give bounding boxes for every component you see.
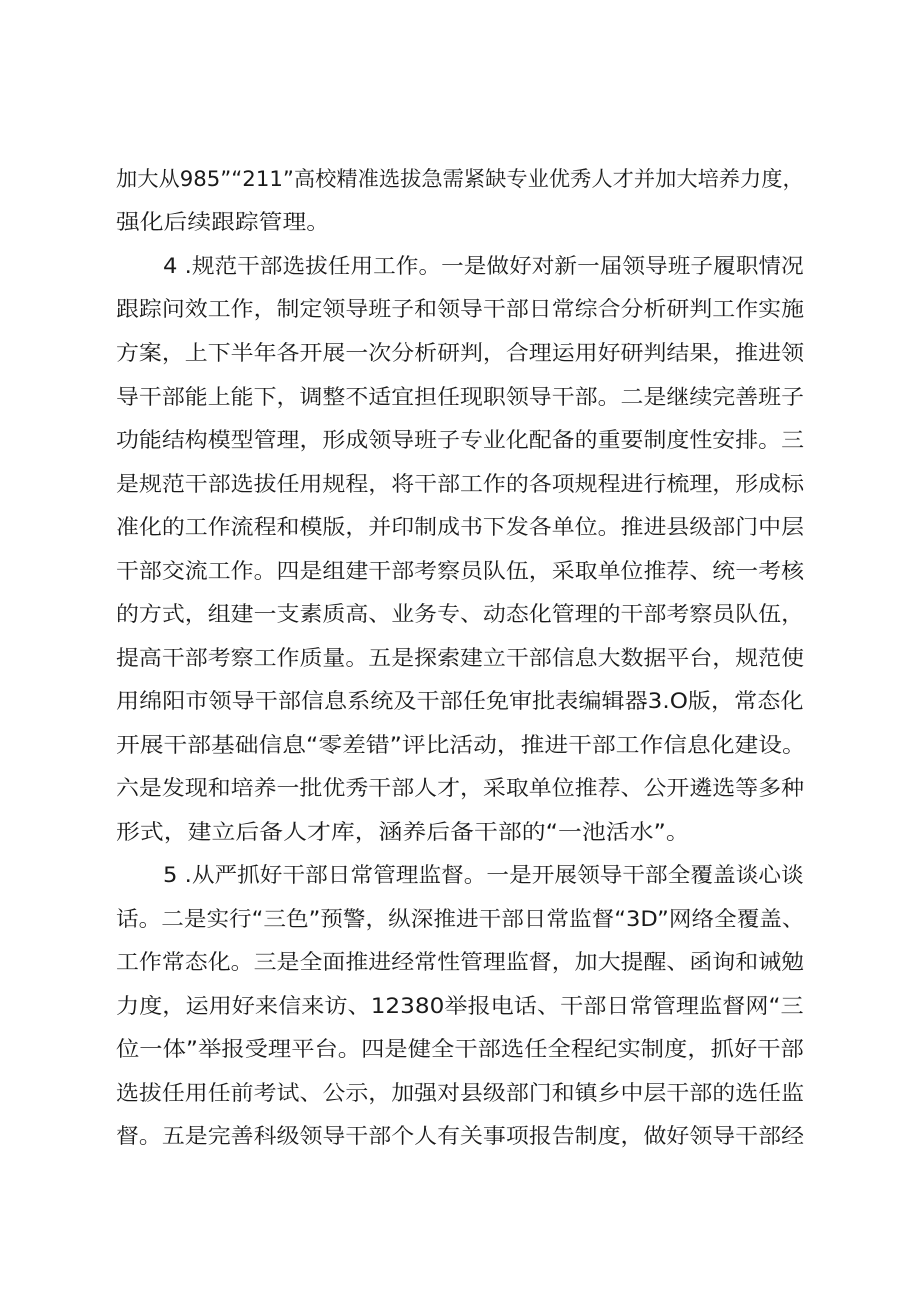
text-line: 工作常态化。三是全面推进经常性管理监督，加大提醒、函询和诫勉 xyxy=(116,950,805,974)
text-line: 提高干部考察工作质量。五是探索建立干部信息大数据平台，规范使 xyxy=(116,646,805,670)
text-line: 功能结构模型管理，形成领导班子专业化配备的重要制度性安排。三 xyxy=(116,428,805,452)
text-line: 选拔任用任前考试、公示，加强对县级部门和镇乡中层干部的选任监 xyxy=(116,1081,805,1105)
text-line: 六是发现和培养一批优秀干部人才，采取单位推荐、公开遴选等多种 xyxy=(116,776,805,800)
text-line: 干部交流工作。四是组建干部考察员队伍，采取单位推荐、统一考核 xyxy=(116,559,805,583)
text-line: 是规范干部选拔任用规程，将干部工作的各项规程进行梳理，形成标 xyxy=(116,472,805,496)
text-line: 的方式，组建一支素质高、业务专、动态化管理的干部考察员队伍， xyxy=(116,602,805,626)
text-line: 用绵阳市领导干部信息系统及干部任免审批表编辑器3.O版，常态化 xyxy=(116,689,804,713)
text-line: 方案，上下半年各开展一次分析研判，合理运用好研判结果，推进领 xyxy=(116,341,805,365)
text-line: 加大从985”“211”高校精准选拔急需紧缺专业优秀人才并加大培养力度， xyxy=(116,167,804,191)
text-line: 开展干部基础信息“零差错”评比活动，推进干部工作信息化建设。 xyxy=(116,733,806,757)
text-line: 督。五是完善科级领导干部个人有关事项报告制度，做好领导干部经 xyxy=(116,1124,805,1148)
text-line: 话。二是实行“三色”预警，纵深推进干部日常监督“3D”网络全覆盖、 xyxy=(116,907,805,931)
text-line: 强化后续跟踪管理。 xyxy=(116,210,330,234)
text-line: 导干部能上能下，调整不适宜担任现职领导干部。二是继续完善班子 xyxy=(116,385,805,409)
text-line: 准化的工作流程和模版，并印制成书下发各单位。推进县级部门中层 xyxy=(116,515,805,539)
text-line: 跟踪问效工作，制定领导班子和领导干部日常综合分析研判工作实施 xyxy=(116,297,805,321)
text-line: 5 .从严抓好干部日常管理监督。一是开展领导干部全覆盖谈心谈 xyxy=(163,863,804,887)
text-line: 力度，运用好来信来访、12380举报电话、干部日常管理监督网“三 xyxy=(116,994,804,1018)
text-line: 形式，建立后备人才库，涵养后备干部的“一池活水”。 xyxy=(116,820,690,844)
text-line: 4 .规范干部选拔任用工作。一是做好对新一届领导班子履职情况 xyxy=(163,254,804,278)
text-line: 位一体”举报受理平台。四是健全干部选任全程纪实制度，抓好干部 xyxy=(116,1037,804,1061)
